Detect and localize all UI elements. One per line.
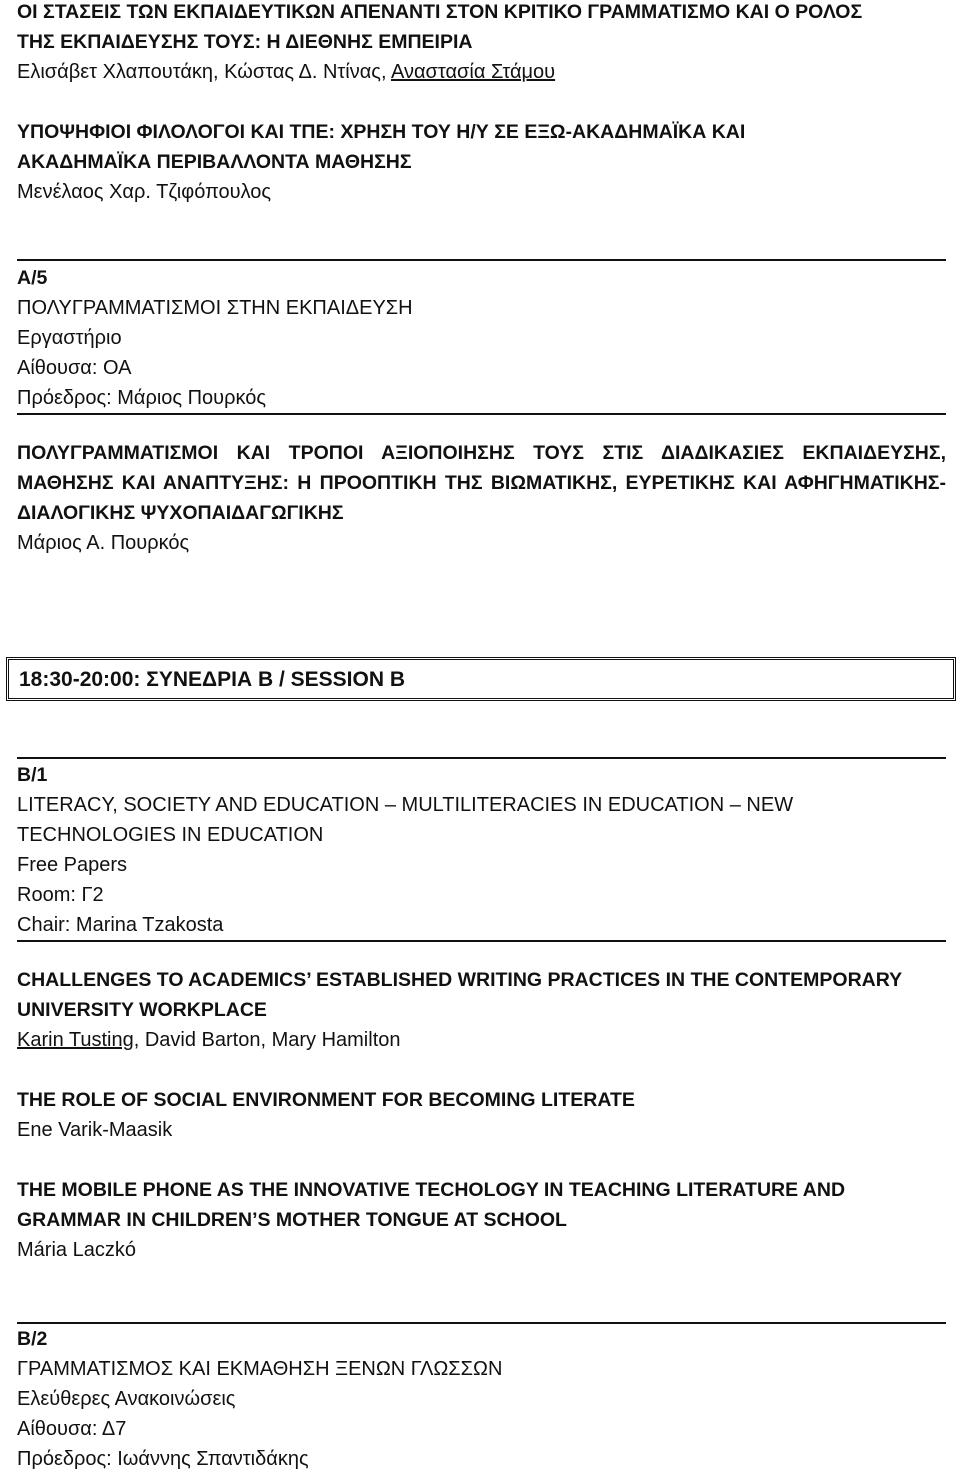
session-chair: Πρόεδρος: Ιωάννης Σπαντιδάκης: [17, 1448, 309, 1470]
paper-author: Μάριος Α. Πουρκός: [17, 532, 190, 554]
session-room: Αίθουσα: Δ7: [17, 1418, 127, 1440]
paper-author: Ene Varik-Maasik: [17, 1119, 173, 1141]
paper-title-line: ΥΠΟΨΗΦΙΟΙ ΦΙΛΟΛΟΓΟΙ ΚΑΙ ΤΠΕ: ΧΡΗΣΗ ΤΟΥ Η/Υ ΣΕ ΕΞΩ-ΑΚΑΔΗΜΑΪΚΑ ΚΑΙ: [17, 121, 746, 143]
spacer: [17, 1145, 946, 1175]
session-chair: Chair: Marina Tzakosta: [17, 914, 224, 936]
author-names: , David Barton, Mary Hamilton: [133, 1029, 401, 1051]
paper-authors: [17, 1025, 946, 1055]
session-title-line: LITERACY, SOCIETY AND EDUCATION – MULTILITERACIES IN EDUCATION – NEW: [17, 794, 794, 816]
session-chair: Πρόεδρος: Μάριος Πουρκός: [17, 387, 267, 409]
paper-title: THE ROLE OF SOCIAL ENVIRONMENT FOR BECOMING LITERATE: [17, 1089, 635, 1111]
presenting-author: Αναστασία Στάμου: [390, 61, 556, 83]
section-rule: [17, 940, 946, 942]
session-room: Αίθουσα: ΟΑ: [17, 357, 132, 379]
presenting-author: Karin Tusting: [17, 1029, 134, 1051]
session-a5-header: [17, 263, 946, 413]
session-type: Εργαστήριο: [17, 327, 122, 349]
spacer: [17, 87, 946, 117]
section-rule: [17, 757, 946, 759]
paper-title-line: ΟΙ ΣΤΑΣΕΙΣ ΤΩΝ ΕΚΠΑΙΔΕΥΤΙΚΩΝ ΑΠΕΝΑΝΤΙ ΣΤΟΝ ΚΡΙΤΙΚΟ ΓΡΑΜΜΑΤΙΣΜΟ ΚΑΙ Ο ΡΟΛΟΣ: [17, 1, 863, 23]
session-a5-papers: [17, 438, 946, 558]
session-b2-header: [17, 1324, 946, 1474]
paper-author: Mária Laczkó: [17, 1239, 136, 1261]
session-title-line: TECHNOLOGIES IN EDUCATION: [17, 824, 324, 846]
paper-author: Μενέλαος Χαρ. Τζιφόπουλος: [17, 181, 272, 203]
session-type: Free Papers: [17, 854, 128, 876]
paper-title-line: ΑΚΑΔΗΜΑΪΚΑ ΠΕΡΙΒΑΛΛΟΝΤΑ ΜΑΘΗΣΗΣ: [17, 151, 412, 173]
paper-title-line: CHALLENGES TO ACADEMICS’ ESTABLISHED WRITING PRACTICES IN THE CONTEMPORARY: [17, 969, 903, 991]
session-heading: 18:30-20:00: ΣΥΝΕΔΡΙΑ Β / SESSION B: [19, 668, 405, 691]
session-type: Ελεύθερες Ανακοινώσεις: [17, 1388, 236, 1410]
section-rule: [17, 413, 946, 415]
paper-title-line: GRAMMAR IN CHILDREN’S MOTHER TONGUE AT SCHOOL: [17, 1209, 567, 1231]
session-heading-box: [6, 657, 956, 701]
paper-title-line: THE MOBILE PHONE AS THE INNOVATIVE TECHOLOGY IN TEACHING LITERATURE AND: [17, 1179, 846, 1201]
paper-title-line: UNIVERSITY WORKPLACE: [17, 999, 267, 1021]
top-papers: [17, 0, 946, 207]
session-b1-header: [17, 760, 946, 940]
session-code: Β/1: [17, 764, 48, 786]
session-title: ΓΡΑΜΜΑΤΙΣΜΟΣ ΚΑΙ ΕΚΜΑΘΗΣΗ ΞΕΝΩΝ ΓΛΩΣΣΩΝ: [17, 1358, 503, 1380]
author-names: Ελισάβετ Χλαπουτάκη, Κώστας Δ. Ντίνας,: [17, 61, 391, 83]
paper-title: ΠΟΛΥΓΡΑΜΜΑΤΙΣΜΟΙ ΚΑΙ ΤΡΟΠΟΙ ΑΞΙΟΠΟΙΗΣΗΣ ΤΟΥΣ ΣΤΙΣ ΔΙΑΔΙΚΑΣΙΕΣ ΕΚΠΑΙΔΕΥΣΗΣ, ΜΑΘΗΣΗΣ ΚΑΙ ΑΝΑΠΤΥΞΗΣ: Η ΠΡΟΟΠΤΙΚΗ ΤΗΣ ΒΙΩΜΑΤΙΚΗΣ, ΕΥΡΕΤΙΚΗΣ ΚΑΙ ΑΦΗΓΗΜΑΤΙΚΗΣ-ΔΙΑΛΟΓΙΚΗΣ ΨΥΧΟΠΑΙΔΑΓΩΓΙΚΗΣ: [17, 442, 946, 524]
paper-authors: [17, 57, 946, 87]
session-room: Room: Γ2: [17, 884, 104, 906]
session-code: Β/2: [17, 1328, 48, 1350]
session-b1-papers: [17, 965, 946, 1265]
section-rule: [17, 259, 946, 261]
spacer: [17, 1055, 946, 1085]
session-title: ΠΟΛΥΓΡΑΜΜΑΤΙΣΜΟΙ ΣΤΗΝ ΕΚΠΑΙΔΕΥΣΗ: [17, 297, 413, 319]
paper-title-line: ΤΗΣ ΕΚΠΑΙΔΕΥΣΗΣ ΤΟΥΣ: Η ΔΙΕΘΝΗΣ ΕΜΠΕΙΡΙΑ: [17, 31, 473, 53]
session-code: Α/5: [17, 267, 48, 289]
